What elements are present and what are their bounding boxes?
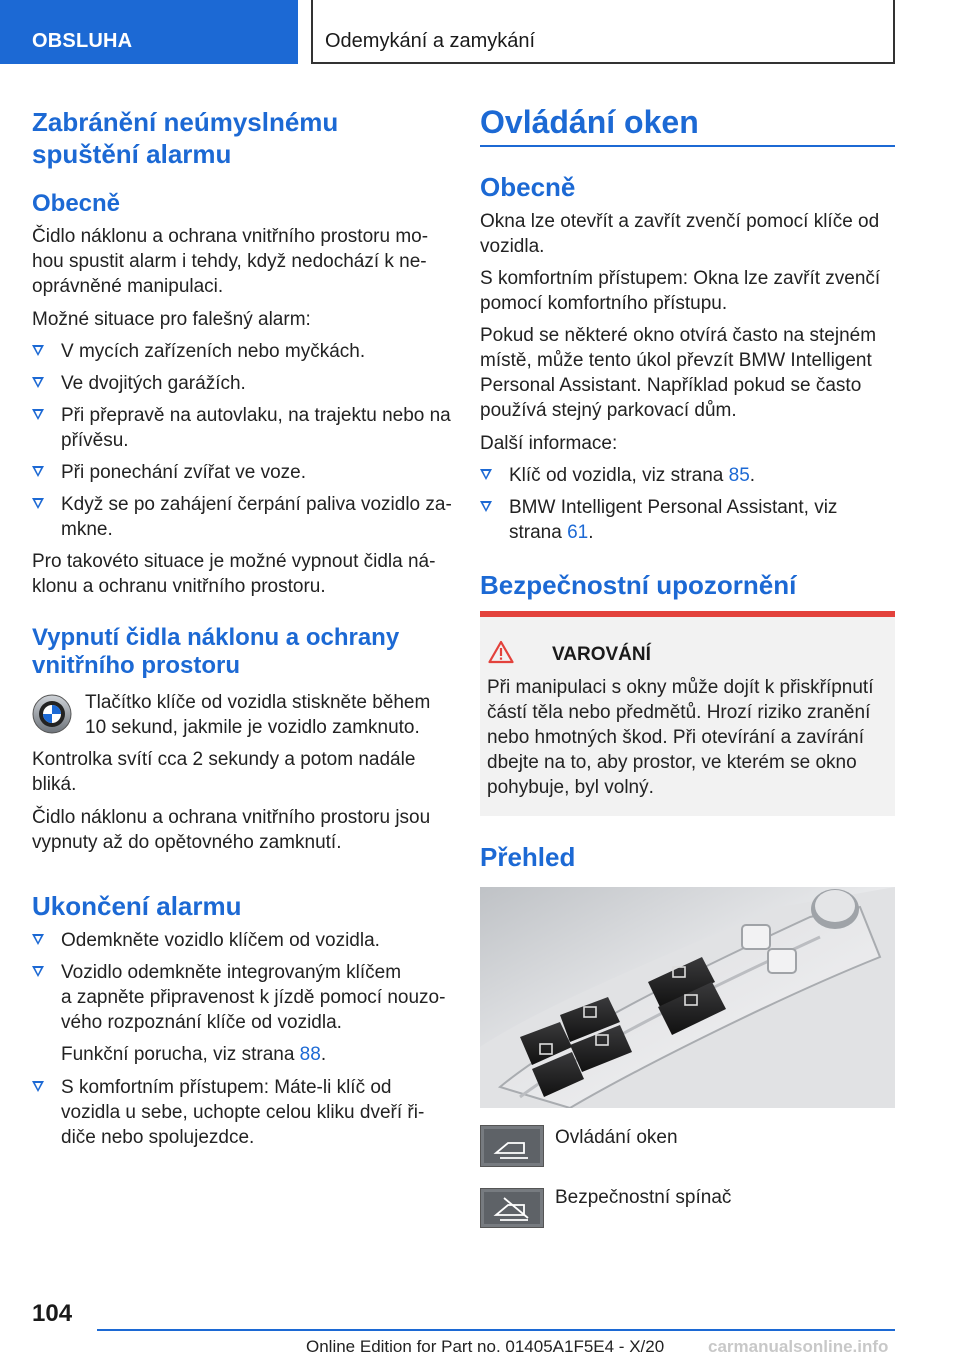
paragraph-disabled-until: Čidlo náklonu a ochrana vnitřního prostoru jsou vypnuty až do opětovného zamknutí. bbox=[32, 807, 431, 853]
page-link-85[interactable]: 85 bbox=[728, 465, 750, 486]
list-item: Ve dvojitých garážích. bbox=[32, 371, 447, 396]
triangle-bullet-icon bbox=[32, 934, 44, 945]
list-item: Při přepravě na autovlaku, na trajektu nebo na přívěsu. bbox=[32, 403, 452, 453]
heading-prevent-alarm: Zabránění neúmyslnému spuštění alarmu bbox=[32, 107, 339, 169]
watermark: carmanualsonline.info bbox=[708, 1337, 889, 1356]
window-control-legend-icon bbox=[480, 1125, 544, 1167]
triangle-bullet-icon bbox=[480, 469, 492, 480]
window-switch-illustration bbox=[480, 887, 895, 1108]
section-label: OBSLUHA bbox=[32, 30, 133, 52]
page-number: 104 bbox=[32, 1300, 73, 1327]
list-item: Vozidlo odemkněte integrovaným klíčem a zapněte připravenost k jízdě pomocí nouzo- vého rozpoznání klíče od vozidla. Funkční porucha, viz strana 88. bbox=[32, 960, 457, 1070]
section-tab bbox=[0, 0, 298, 64]
triangle-bullet-icon bbox=[32, 1081, 44, 1092]
page-link-61[interactable]: 61 bbox=[567, 522, 589, 543]
safety-switch-legend-icon bbox=[480, 1188, 544, 1228]
list-item: Klíč od vozidla, viz strana 85. bbox=[480, 463, 895, 488]
triangle-bullet-icon bbox=[480, 501, 492, 512]
heading-underline bbox=[480, 145, 895, 147]
warning-triangle-icon bbox=[488, 640, 514, 664]
paragraph-sensors: Čidlo náklonu a ochrana vnitřního prostoru mo- hou spustit alarm i tehdy, když nedochází k ne- oprávněné manipulaci. bbox=[32, 226, 429, 297]
bmw-key-icon bbox=[32, 694, 72, 734]
paragraph-false-alarm: Možné situace pro falešný alarm: bbox=[32, 309, 311, 330]
triangle-bullet-icon bbox=[32, 377, 44, 388]
heading-window-control: Ovládání oken bbox=[480, 104, 699, 140]
list-item: BMW Intelligent Personal Assistant, viz strana 61. bbox=[480, 495, 895, 545]
triangle-bullet-icon bbox=[32, 466, 44, 477]
triangle-bullet-icon bbox=[32, 345, 44, 356]
paragraph-indicator: Kontrolka svítí cca 2 sekundy a potom nadále bliká. bbox=[32, 749, 416, 795]
paragraph-more-info: Další informace: bbox=[480, 433, 618, 454]
legend-safety-switch: Bezpečnostní spínač bbox=[555, 1187, 732, 1208]
paragraph-deactivate-option: Pro takovéto situace je možné vypnout čidla ná- klonu a ochranu vnitřního prostoru. bbox=[32, 551, 436, 597]
warning-text: Při manipulaci s okny může dojít k přiskřípnutí částí těla nebo předmětů. Hrozí riziko zranění nebo hmotných škod. Při otevírání a zavírání dbejte na to, aby prostor, ve kterém se okno pohybuje, byl volný. bbox=[487, 677, 874, 798]
list-item: Odemkněte vozidlo klíčem od vozidla. bbox=[32, 928, 447, 953]
fault-reference: Funkční porucha, viz strana 88. bbox=[61, 1044, 327, 1065]
warning-title: VAROVÁNÍ bbox=[552, 644, 651, 665]
heading-deactivate-sensors: Vypnutí čidla náklonu a ochrany vnitřního prostoru bbox=[32, 624, 400, 679]
paragraph-key-press: Tlačítko klíče od vozidla stiskněte během 10 sekund, jakmile je vozidlo zamknuto. bbox=[85, 692, 431, 738]
page-link-88[interactable]: 88 bbox=[299, 1044, 321, 1065]
triangle-bullet-icon bbox=[32, 498, 44, 509]
list-item: Když se po zahájení čerpání paliva vozidlo za- mkne. bbox=[32, 492, 452, 542]
heading-end-alarm: Ukončení alarmu bbox=[32, 891, 242, 921]
paragraph-assistant: Pokud se některé okno otvírá často na stejném místě, může tento úkol převzít BMW Intelligent Personal Assistant. Například pokud se často používá stejný parkovací dům. bbox=[480, 325, 877, 421]
warning-box bbox=[480, 611, 895, 816]
heading-safety: Bezpečnostní upozornění bbox=[480, 570, 797, 600]
triangle-bullet-icon bbox=[32, 966, 44, 977]
heading-overview: Přehled bbox=[480, 842, 576, 872]
footer-rule bbox=[97, 1329, 895, 1331]
paragraph-comfort-access: S komfortním přístupem: Okna lze zavřít zvenčí pomocí komfortního přístupu. bbox=[480, 268, 881, 314]
footer-edition: Online Edition for Part no. 01405A1F5E4 - X/20 bbox=[306, 1337, 665, 1356]
list-item: S komfortním přístupem: Máte-li klíč od vozidla u sebe, uchopte celou kliku dveří ři- diče nebo spolujezdce. bbox=[32, 1075, 457, 1150]
list-item: V mycích zařízeních nebo myčkách. bbox=[32, 339, 447, 364]
paragraph-open-close: Okna lze otevřít a zavřít zvenčí pomocí klíče od vozidla. bbox=[480, 211, 880, 257]
chapter-title: Odemykání a zamykání bbox=[325, 30, 536, 52]
heading-general-right: Obecně bbox=[480, 172, 576, 202]
list-item: Při ponechání zvířat ve voze. bbox=[32, 460, 447, 485]
legend-window-control: Ovládání oken bbox=[555, 1127, 678, 1148]
heading-general-left: Obecně bbox=[32, 190, 121, 217]
triangle-bullet-icon bbox=[32, 409, 44, 420]
